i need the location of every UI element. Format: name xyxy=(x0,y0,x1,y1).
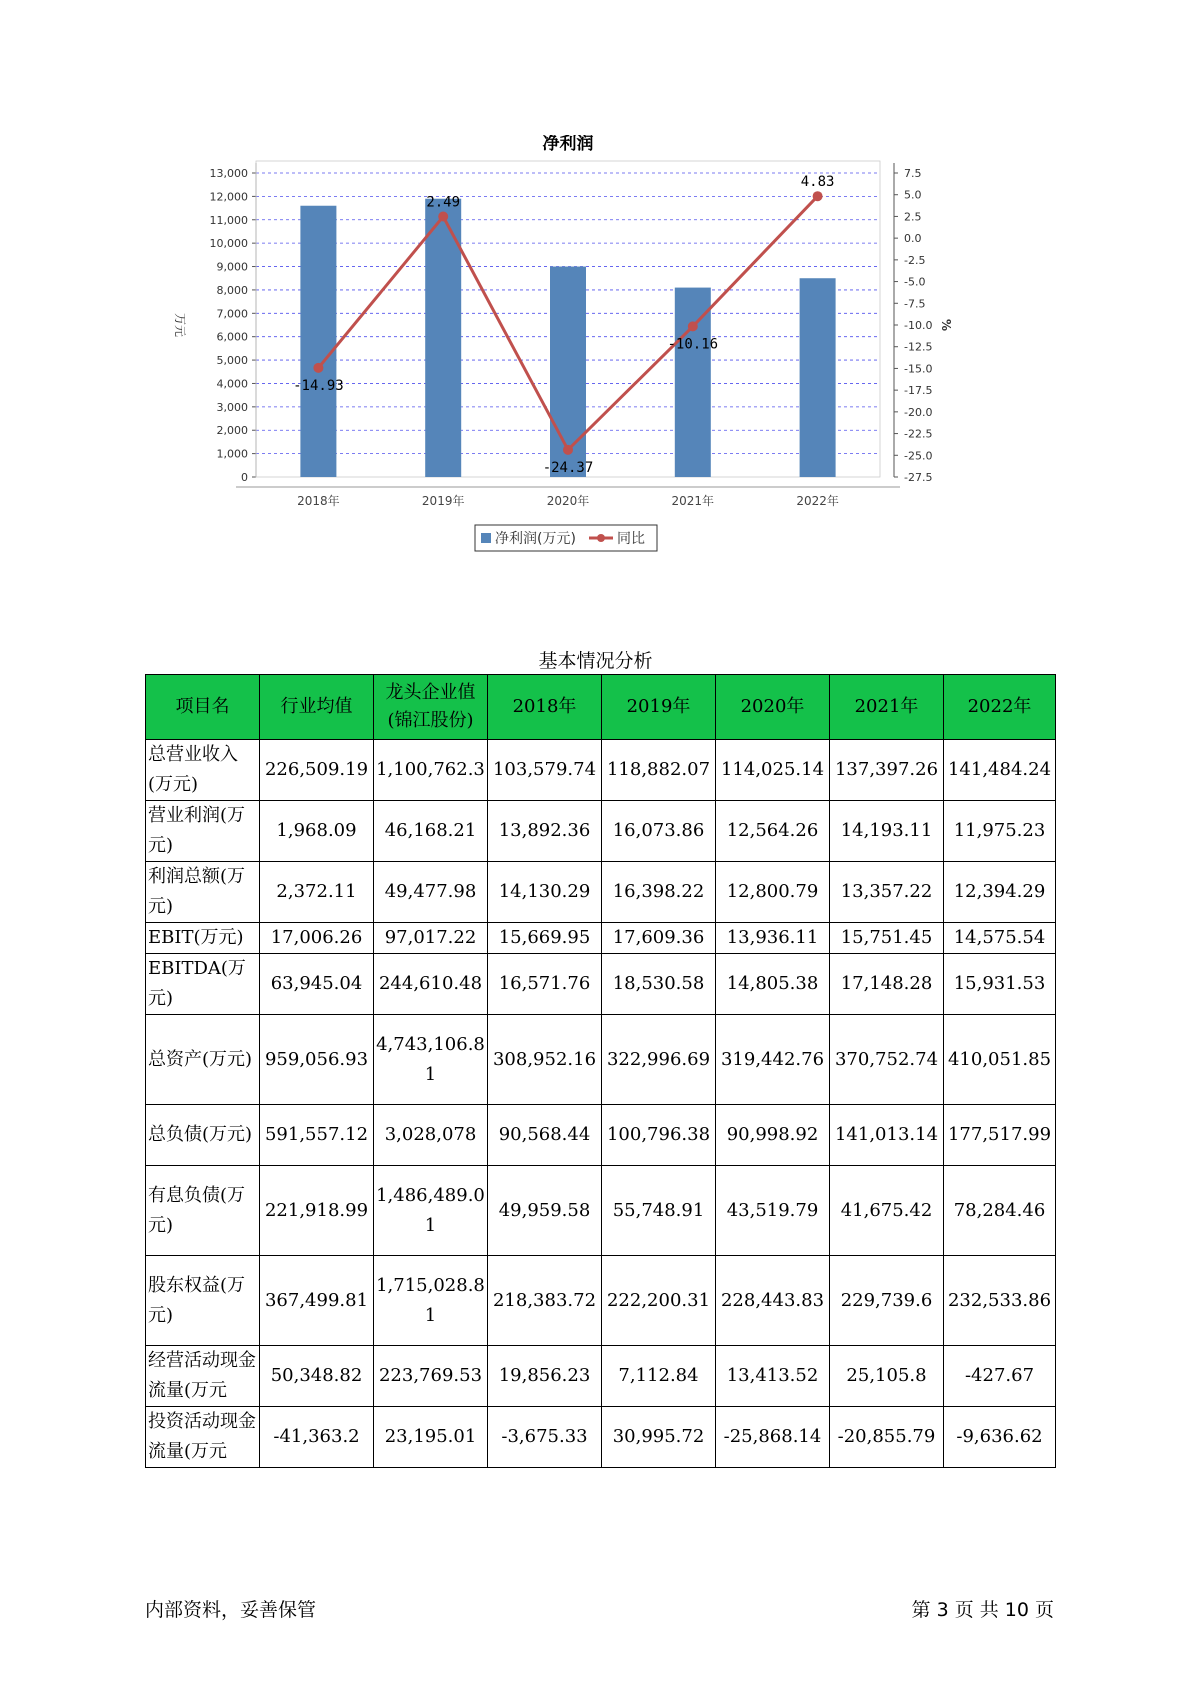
value-cell: 4,743,106.81 xyxy=(374,1015,488,1105)
value-cell: 97,017.22 xyxy=(374,923,488,954)
y-axis-title: 万元 xyxy=(173,312,187,338)
y2-tick-label: -20.0 xyxy=(904,405,933,419)
value-cell: 16,073.86 xyxy=(602,801,716,862)
header-cell: 2020年 xyxy=(716,675,830,740)
value-cell: 50,348.82 xyxy=(260,1346,374,1407)
value-cell: 1,968.09 xyxy=(260,801,374,862)
value-cell: 244,610.48 xyxy=(374,954,488,1015)
legend-line-marker xyxy=(597,534,605,542)
y2-tick-label: -17.5 xyxy=(904,384,933,398)
basic-analysis-table xyxy=(145,674,1056,1468)
table-body xyxy=(146,740,1056,1468)
chart-title: 净利润 xyxy=(542,135,594,154)
bar xyxy=(675,288,711,477)
value-cell: 16,398.22 xyxy=(602,862,716,923)
value-cell: 1,100,762.3 xyxy=(374,740,488,801)
row-label-cell: 利润总额(万元) xyxy=(146,862,260,923)
value-cell: 13,936.11 xyxy=(716,923,830,954)
row-label-cell: EBIT(万元) xyxy=(146,923,260,954)
table-row xyxy=(146,954,1056,1015)
chart-svg xyxy=(160,135,1040,595)
value-cell: 12,564.26 xyxy=(716,801,830,862)
value-cell: 221,918.99 xyxy=(260,1166,374,1256)
value-cell: 370,752.74 xyxy=(830,1015,944,1105)
bar xyxy=(800,278,836,477)
row-label-cell: EBITDA(万元) xyxy=(146,954,260,1015)
value-cell: 14,575.54 xyxy=(944,923,1056,954)
value-cell: 1,486,489.01 xyxy=(374,1166,488,1256)
table-row xyxy=(146,1105,1056,1166)
table-row xyxy=(146,1166,1056,1256)
y2-tick-label: -27.5 xyxy=(904,471,933,484)
table-row xyxy=(146,1346,1056,1407)
value-cell: 90,998.92 xyxy=(716,1105,830,1166)
table-header-row xyxy=(146,675,1056,740)
value-cell: 228,443.83 xyxy=(716,1256,830,1346)
value-cell: 1,715,028.81 xyxy=(374,1256,488,1346)
data-label: 2.49 xyxy=(426,194,461,211)
value-cell: 218,383.72 xyxy=(488,1256,602,1346)
table-row xyxy=(146,740,1056,801)
x-tick-label: 2022年 xyxy=(796,494,839,508)
value-cell: 14,130.29 xyxy=(488,862,602,923)
y2-tick-label: -15.0 xyxy=(904,362,933,376)
x-tick-label: 2020年 xyxy=(546,494,590,508)
value-cell: 18,530.58 xyxy=(602,954,716,1015)
value-cell: 43,519.79 xyxy=(716,1166,830,1256)
yoy-point xyxy=(688,321,698,331)
legend-bar-swatch xyxy=(481,533,491,543)
value-cell: -427.67 xyxy=(944,1346,1056,1407)
legend-line-label: 同比 xyxy=(617,531,645,547)
value-cell: 17,609.36 xyxy=(602,923,716,954)
y2-tick-label: 2.5 xyxy=(904,210,922,224)
net-profit-chart xyxy=(160,135,1040,595)
y2-tick-label: 0.0 xyxy=(904,232,922,246)
y-tick-label: 2,000 xyxy=(216,424,248,438)
x-tick-label: 2018年 xyxy=(297,494,340,508)
header-cell: 2022年 xyxy=(944,675,1056,740)
value-cell: 232,533.86 xyxy=(944,1256,1056,1346)
y2-tick-label: -12.5 xyxy=(904,340,933,354)
header-cell: 行业均值 xyxy=(260,675,374,740)
value-cell: 55,748.91 xyxy=(602,1166,716,1256)
value-cell: 15,669.95 xyxy=(488,923,602,954)
y-tick-label: 12,000 xyxy=(209,190,248,204)
value-cell: 229,739.6 xyxy=(830,1256,944,1346)
value-cell: 141,484.24 xyxy=(944,740,1056,801)
y2-tick-label: -7.5 xyxy=(904,297,926,311)
x-tick-label: 2021年 xyxy=(671,494,715,508)
table-row xyxy=(146,862,1056,923)
data-label: -10.16 xyxy=(667,336,719,353)
value-cell: 222,200.31 xyxy=(602,1256,716,1346)
header-cell: 龙头企业值(锦江股份) xyxy=(374,675,488,740)
value-cell: -41,363.2 xyxy=(260,1407,374,1468)
value-cell: 12,800.79 xyxy=(716,862,830,923)
value-cell: 17,006.26 xyxy=(260,923,374,954)
y2-tick-label: 7.5 xyxy=(904,167,922,180)
value-cell: -20,855.79 xyxy=(830,1407,944,1468)
y-tick-label: 6,000 xyxy=(216,330,248,344)
value-cell: 15,751.45 xyxy=(830,923,944,954)
value-cell: 16,571.76 xyxy=(488,954,602,1015)
value-cell: 141,013.14 xyxy=(830,1105,944,1166)
value-cell: 118,882.07 xyxy=(602,740,716,801)
value-cell: 13,413.52 xyxy=(716,1346,830,1407)
value-cell: 14,805.38 xyxy=(716,954,830,1015)
y-tick-label: 13,000 xyxy=(209,167,248,180)
yoy-point xyxy=(563,445,573,455)
y2-tick-label: -2.5 xyxy=(904,253,926,267)
table-row xyxy=(146,923,1056,954)
footer-confidential: 内部资料，妥善保管 xyxy=(145,1599,317,1621)
data-label: 4.83 xyxy=(800,174,835,191)
value-cell: 46,168.21 xyxy=(374,801,488,862)
value-cell: 30,995.72 xyxy=(602,1407,716,1468)
value-cell: 322,996.69 xyxy=(602,1015,716,1105)
y2-tick-label: -22.5 xyxy=(904,427,933,441)
value-cell: 49,959.58 xyxy=(488,1166,602,1256)
header-cell: 2021年 xyxy=(830,675,944,740)
value-cell: 308,952.16 xyxy=(488,1015,602,1105)
y2-axis-title: % xyxy=(939,318,953,332)
value-cell: 959,056.93 xyxy=(260,1015,374,1105)
row-label-cell: 股东权益(万元) xyxy=(146,1256,260,1346)
value-cell: 41,675.42 xyxy=(830,1166,944,1256)
table-row xyxy=(146,801,1056,862)
value-cell: 12,394.29 xyxy=(944,862,1056,923)
value-cell: 78,284.46 xyxy=(944,1166,1056,1256)
header-cell: 项目名 xyxy=(146,675,260,740)
value-cell: 3,028,078 xyxy=(374,1105,488,1166)
value-cell: 226,509.19 xyxy=(260,740,374,801)
y2-tick-label: -5.0 xyxy=(904,275,926,289)
yoy-point xyxy=(438,212,448,222)
value-cell: 7,112.84 xyxy=(602,1346,716,1407)
y-tick-label: 10,000 xyxy=(209,237,248,251)
value-cell: 100,796.38 xyxy=(602,1105,716,1166)
y-tick-label: 0 xyxy=(241,471,248,484)
yoy-point xyxy=(313,363,323,373)
value-cell: 2,372.11 xyxy=(260,862,374,923)
legend-bar-label: 净利润(万元) xyxy=(495,531,576,547)
table-row xyxy=(146,1407,1056,1468)
value-cell: 177,517.99 xyxy=(944,1105,1056,1166)
data-label: -24.37 xyxy=(542,459,594,476)
row-label-cell: 营业利润(万元) xyxy=(146,801,260,862)
value-cell: 137,397.26 xyxy=(830,740,944,801)
row-label-cell: 有息负债(万元) xyxy=(146,1166,260,1256)
y-tick-label: 8,000 xyxy=(216,283,248,297)
bar xyxy=(300,206,336,477)
header-cell: 2019年 xyxy=(602,675,716,740)
table-title: 基本情况分析 xyxy=(538,650,653,672)
header-cell: 2018年 xyxy=(488,675,602,740)
y-tick-label: 9,000 xyxy=(216,260,248,274)
y2-tick-label: -10.0 xyxy=(904,319,933,332)
value-cell: 15,931.53 xyxy=(944,954,1056,1015)
row-label-cell: 总营业收入(万元) xyxy=(146,740,260,801)
value-cell: 63,945.04 xyxy=(260,954,374,1015)
value-cell: 223,769.53 xyxy=(374,1346,488,1407)
value-cell: -3,675.33 xyxy=(488,1407,602,1468)
row-label-cell: 投资活动现金流量(万元 xyxy=(146,1407,260,1468)
y-tick-label: 4,000 xyxy=(216,377,248,391)
value-cell: 13,357.22 xyxy=(830,862,944,923)
table-row xyxy=(146,1015,1056,1105)
value-cell: 49,477.98 xyxy=(374,862,488,923)
footer-page-number: 第 3 页 共 10 页 xyxy=(911,1599,1054,1621)
value-cell: 17,148.28 xyxy=(830,954,944,1015)
row-label-cell: 总负债(万元) xyxy=(146,1105,260,1166)
y2-tick-label: 5.0 xyxy=(904,188,922,202)
value-cell: 591,557.12 xyxy=(260,1105,374,1166)
value-cell: 11,975.23 xyxy=(944,801,1056,862)
y-tick-label: 11,000 xyxy=(209,213,248,227)
y-tick-label: 7,000 xyxy=(216,307,248,321)
value-cell: 367,499.81 xyxy=(260,1256,374,1346)
row-label-cell: 总资产(万元) xyxy=(146,1015,260,1105)
value-cell: 319,442.76 xyxy=(716,1015,830,1105)
value-cell: 103,579.74 xyxy=(488,740,602,801)
value-cell: 114,025.14 xyxy=(716,740,830,801)
y-tick-label: 5,000 xyxy=(216,354,248,368)
y-tick-label: 3,000 xyxy=(216,400,248,414)
y-tick-label: 1,000 xyxy=(216,447,248,461)
value-cell: 23,195.01 xyxy=(374,1407,488,1468)
row-label-cell: 经营活动现金流量(万元 xyxy=(146,1346,260,1407)
value-cell: 25,105.8 xyxy=(830,1346,944,1407)
value-cell: -9,636.62 xyxy=(944,1407,1056,1468)
value-cell: 14,193.11 xyxy=(830,801,944,862)
value-cell: 19,856.23 xyxy=(488,1346,602,1407)
yoy-point xyxy=(813,191,823,201)
y2-tick-label: -25.0 xyxy=(904,449,933,463)
table-row xyxy=(146,1256,1056,1346)
value-cell: 90,568.44 xyxy=(488,1105,602,1166)
x-tick-label: 2019年 xyxy=(421,494,465,508)
value-cell: -25,868.14 xyxy=(716,1407,830,1468)
value-cell: 13,892.36 xyxy=(488,801,602,862)
value-cell: 410,051.85 xyxy=(944,1015,1056,1105)
data-label: -14.93 xyxy=(293,377,344,394)
